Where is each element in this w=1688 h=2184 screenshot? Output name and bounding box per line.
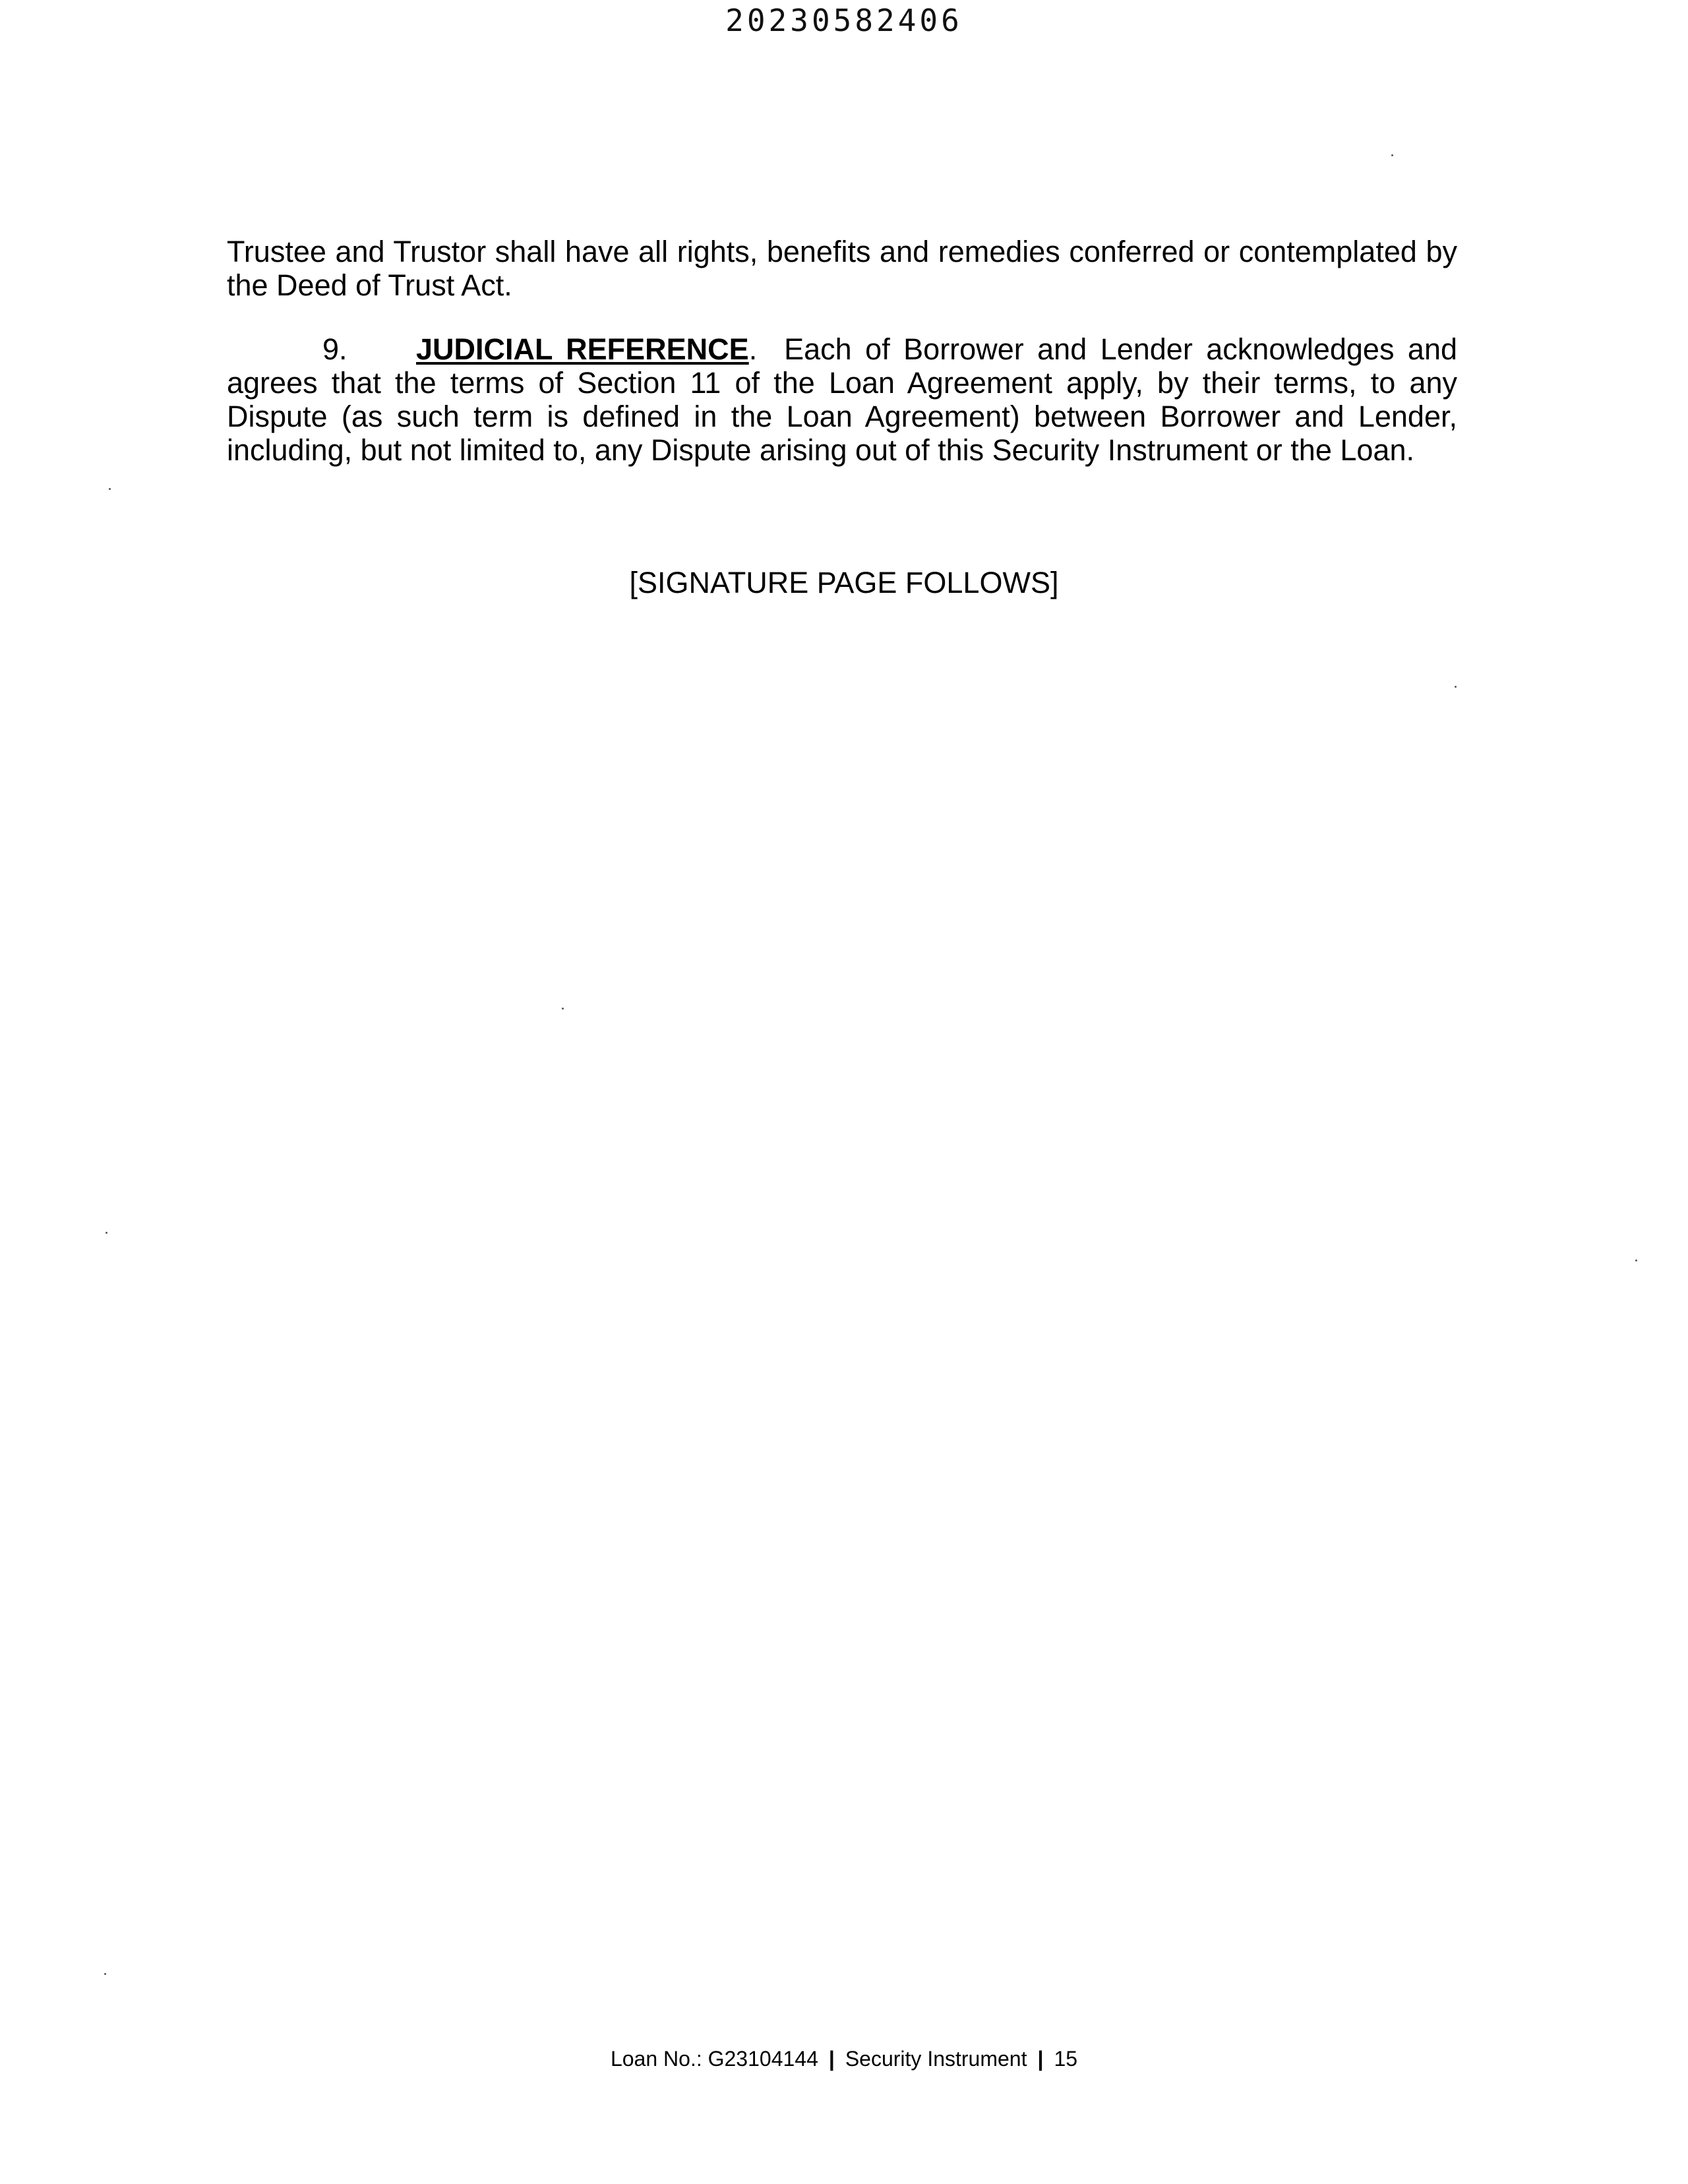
section-heading-suffix: . (748, 332, 758, 366)
section-body-text: Each of Borrower and Lender acknowledges and agrees that the terms of Section 11 of the Loan Agreement apply, by their terms, to any Dispute (as such term is defined in the Loan Agreement) between Borrower and Lender, including, but not limited to, any Dispute arising out of this Security Instrument or the Loan. (227, 332, 1457, 467)
scan-speck (1455, 686, 1457, 688)
scan-speck (562, 1008, 564, 1010)
scan-speck (1391, 154, 1393, 156)
page-footer (0, 2047, 1688, 2071)
scan-speck (106, 1232, 107, 1234)
footer-separator: | (1037, 2047, 1044, 2071)
scan-speck (104, 1973, 106, 1975)
section-number: 9. (322, 332, 347, 366)
footer-loan-number: Loan No.: G23104144 (610, 2047, 818, 2071)
section-9-paragraph (227, 332, 1457, 467)
footer-document-title: Security Instrument (845, 2047, 1027, 2071)
document-number: 20230582406 (725, 3, 963, 38)
footer-separator: | (828, 2047, 835, 2071)
scan-speck (1635, 1259, 1637, 1261)
scan-speck (109, 488, 111, 490)
footer-page-number: 15 (1054, 2047, 1078, 2071)
section-heading: JUDICIAL REFERENCE (416, 332, 749, 366)
paragraph-deed-of-trust: Trustee and Trustor shall have all rights, benefits and remedies conferred or contemplated by the Deed of Trust Act. (227, 235, 1457, 302)
signature-page-notice: [SIGNATURE PAGE FOLLOWS] (629, 566, 1059, 599)
